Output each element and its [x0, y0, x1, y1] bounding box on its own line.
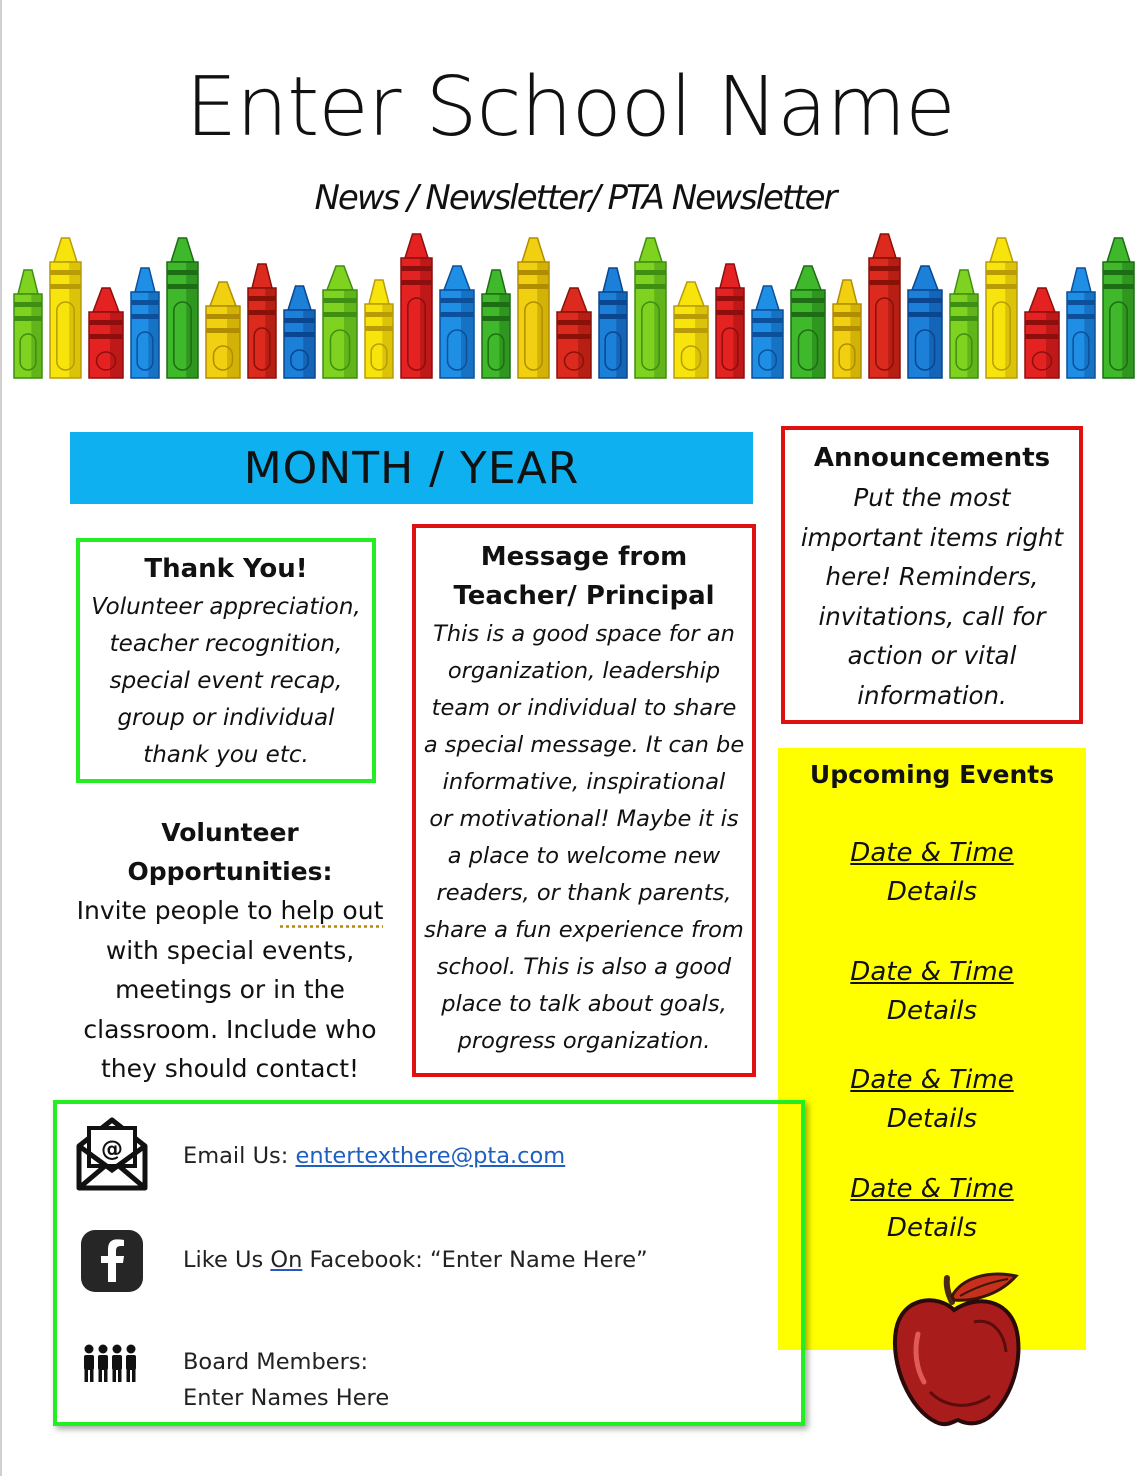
thank-you-line: group or individual — [117, 705, 335, 731]
crayon — [791, 266, 825, 378]
message-line: team or individual to share — [431, 695, 737, 721]
volunteer-body — [60, 891, 400, 1089]
crayon-border — [0, 228, 1140, 380]
thank-you-title: Thank You! — [144, 554, 308, 584]
email-label: Email Us: — [183, 1143, 296, 1169]
event-date-time: Date & Time — [850, 1174, 1014, 1204]
crayon — [1067, 268, 1095, 378]
message-line: This is a good space for an — [433, 621, 735, 647]
message-line: readers, or thank parents, — [436, 880, 732, 906]
volunteer-line: classroom. Include who — [83, 1014, 377, 1044]
crayon — [1025, 288, 1059, 378]
crayon — [518, 238, 549, 378]
volunteer-help-out: help out — [280, 896, 384, 925]
crayon — [635, 238, 666, 378]
message-line: a place to welcome new — [447, 843, 721, 869]
announcement-line: action or vital — [847, 641, 1017, 670]
event-item — [778, 834, 1086, 912]
message-line: place to talk about goals, — [441, 991, 727, 1017]
facebook-on-word: On — [270, 1247, 303, 1273]
crayon — [167, 238, 198, 378]
svg-text:@: @ — [101, 1137, 123, 1162]
thank-you-line: thank you etc. — [143, 742, 309, 768]
thank-you-line: teacher recognition, — [109, 631, 343, 657]
crayon — [131, 268, 159, 378]
volunteer-line-start: Invite people to — [76, 896, 281, 925]
apple-icon — [890, 1272, 1025, 1427]
event-item — [778, 1170, 1086, 1248]
facebook-icon[interactable] — [79, 1228, 145, 1294]
crayon — [248, 264, 276, 378]
crayon — [833, 280, 861, 378]
crayon — [440, 266, 474, 378]
people-group-icon — [81, 1344, 139, 1384]
crayon — [206, 282, 240, 378]
contact-box — [53, 1100, 805, 1426]
crayon — [14, 270, 42, 378]
crayon — [752, 286, 783, 378]
message-title-line: Teacher/ Principal — [453, 581, 715, 611]
thank-you-box — [76, 538, 376, 783]
message-title-line: Message from — [480, 542, 688, 572]
email-link[interactable]: entertexthere@pta.com — [295, 1143, 566, 1169]
message-line: progress organization. — [457, 1028, 711, 1054]
volunteer-line: they should contact! — [100, 1054, 360, 1083]
event-item — [778, 953, 1086, 1031]
board-members-row — [183, 1344, 389, 1416]
envelope-at-icon — [75, 1112, 149, 1192]
message-line: or motivational! Maybe it is — [429, 806, 739, 832]
crayon — [599, 268, 627, 378]
upcoming-events-panel — [778, 748, 1086, 1350]
crayon — [284, 286, 315, 378]
board-members-names: Enter Names Here — [183, 1385, 390, 1411]
event-date-time: Date & Time — [850, 957, 1014, 987]
crayon — [1103, 238, 1134, 378]
page-edge — [0, 0, 2, 1476]
facebook-label-end: Facebook: “Enter Name Here” — [302, 1247, 648, 1273]
message-line: informative, inspirational — [442, 769, 726, 795]
thank-you-line: special event recap, — [109, 668, 343, 694]
event-item — [778, 1061, 1086, 1139]
message-box — [412, 524, 756, 1077]
board-members-label: Board Members: — [183, 1349, 369, 1375]
message-line: organization, leadership — [447, 658, 721, 684]
announcements-title: Announcements — [813, 443, 1051, 473]
month-year-banner — [70, 432, 753, 504]
crayon — [950, 270, 978, 378]
crayon — [482, 270, 510, 378]
volunteer-title: Volunteer Opportunities: — [127, 818, 333, 886]
school-name: Enter School Name — [185, 60, 955, 155]
facebook-label-start: Like Us — [183, 1247, 271, 1273]
email-row — [183, 1138, 565, 1174]
crayon — [50, 238, 81, 378]
crayon — [365, 280, 393, 378]
volunteer-line: with special events, — [105, 935, 355, 965]
month-year-label: MONTH / YEAR — [243, 442, 580, 494]
upcoming-events-title: Upcoming Events — [809, 760, 1055, 789]
message-line: share a fun experience from — [424, 917, 744, 943]
volunteer-section — [60, 813, 400, 1089]
event-details: Details — [886, 877, 978, 907]
crayon — [986, 238, 1017, 378]
announcement-line: important items right — [800, 522, 1064, 552]
crayon — [401, 234, 432, 378]
crayon — [89, 288, 123, 378]
announcement-line: here! Reminders, — [825, 562, 1039, 591]
crayon — [869, 234, 900, 378]
message-line: school. This is also a good — [436, 954, 732, 980]
message-body — [416, 616, 752, 1060]
volunteer-line: meetings or in the — [115, 975, 345, 1004]
crayon — [716, 264, 744, 378]
thank-you-line: Volunteer appreciation, — [91, 594, 361, 620]
announcements-box — [781, 426, 1083, 724]
announcements-body — [785, 478, 1079, 715]
newsletter-subtitle: News / Newsletter/ PTA Newsletter — [314, 178, 836, 218]
crayon — [557, 288, 591, 378]
facebook-row — [183, 1242, 648, 1278]
event-details: Details — [886, 1104, 978, 1134]
event-details: Details — [886, 996, 978, 1026]
announcement-line: Put the most — [853, 483, 1011, 512]
announcement-line: invitations, call for — [818, 601, 1046, 631]
event-details: Details — [886, 1213, 978, 1243]
event-date-time: Date & Time — [850, 838, 1014, 868]
volunteer-line — [60, 891, 400, 931]
message-line: a special message. It can be — [423, 732, 745, 758]
crayon — [674, 282, 708, 378]
announcement-line: information. — [857, 680, 1007, 710]
crayon — [323, 266, 357, 378]
crayon — [908, 266, 942, 378]
thank-you-body — [80, 589, 372, 774]
event-date-time: Date & Time — [850, 1065, 1014, 1095]
